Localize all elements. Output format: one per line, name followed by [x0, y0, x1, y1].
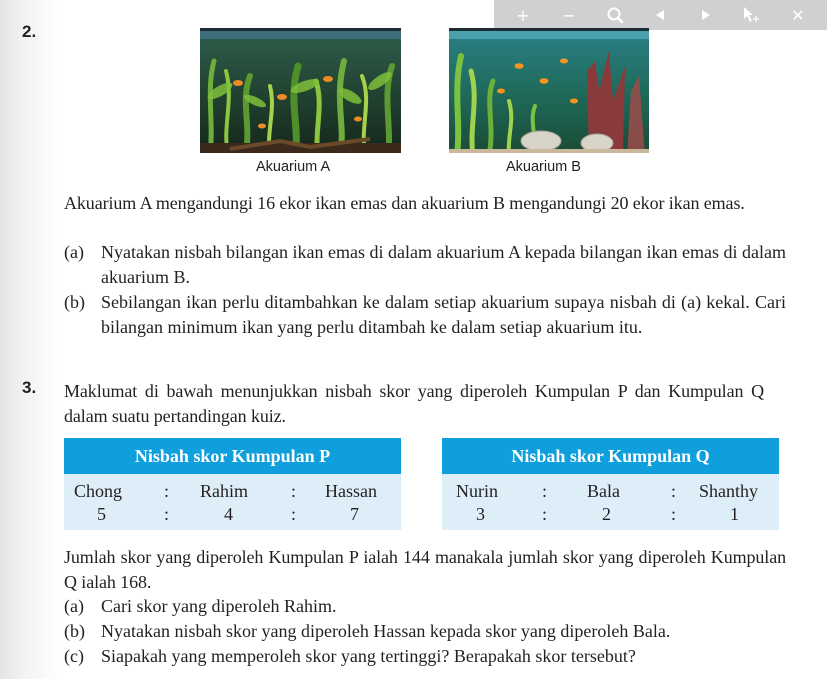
value-cell: 4 — [224, 504, 233, 524]
ratio-names-row — [64, 479, 401, 504]
ratio-names-row — [442, 479, 779, 504]
part-text: Sebilangan ikan perlu ditambahkan ke dalam setiap akuarium supaya nisbah di (a) kekal. Cari bilangan minimum ikan yang perlu ditambah ke dalam setiap akuarium itu. — [101, 292, 786, 337]
name-cell: Hassan — [325, 481, 377, 501]
zoom-out-button[interactable] — [556, 2, 582, 28]
ratio-separator: : — [671, 504, 677, 524]
part-label: (a) — [64, 596, 84, 616]
aquarium-a-image — [200, 28, 401, 153]
close-button[interactable] — [785, 2, 811, 28]
ratio-separator: : — [542, 504, 548, 524]
part-text: Cari skor yang diperoleh Rahim. — [101, 596, 337, 616]
question-3-part-c — [64, 644, 786, 669]
caption-aquarium-b: Akuarium B — [506, 159, 581, 175]
ratio-table-title: Nisbah skor Kumpulan P — [64, 438, 401, 474]
ratio-table-title: Nisbah skor Kumpulan Q — [442, 438, 779, 474]
ratio-separator: : — [164, 481, 170, 501]
part-label: (c) — [64, 646, 84, 666]
part-label: (b) — [64, 621, 85, 641]
ratio-values-row — [64, 502, 401, 527]
zoom-in-button[interactable] — [510, 2, 536, 28]
plus-icon: + — [516, 5, 530, 25]
value-cell: 3 — [476, 504, 485, 524]
caption-aquarium-a: Akuarium A — [256, 159, 331, 175]
name-cell: Bala — [587, 481, 620, 501]
part-label: (b) — [64, 292, 85, 312]
search-button[interactable] — [602, 2, 628, 28]
value-cell: 5 — [97, 504, 106, 524]
question-2-intro: Akuarium A mengandungi 16 ekor ikan emas dan akuarium B mengandungi 20 ekor ikan emas. — [64, 193, 745, 213]
question-3-number: 3. — [22, 378, 37, 397]
select-button[interactable] — [739, 2, 765, 28]
close-icon: ✕ — [791, 5, 805, 25]
name-cell: Nurin — [456, 481, 498, 501]
question-2-part-a — [64, 240, 786, 290]
arrow-left-icon — [654, 9, 666, 21]
question-3-part-a — [64, 594, 786, 619]
question-3-statement: Jumlah skor yang diperoleh Kumpulan P ialah 144 manakala jumlah skor yang diperoleh Kumpulan Q ialah 168. — [64, 547, 786, 592]
name-cell: Rahim — [200, 481, 248, 501]
part-text: Nyatakan nisbah bilangan ikan emas di dalam akuarium A kepada bilangan ikan emas di dalam akuarium B. — [101, 242, 786, 287]
ratio-table-p — [64, 438, 401, 530]
next-button[interactable] — [693, 2, 719, 28]
ratio-separator: : — [671, 481, 677, 501]
value-cell: 1 — [730, 504, 739, 524]
part-text: Nyatakan nisbah skor yang diperoleh Hassan kepada skor yang diperoleh Bala. — [101, 621, 671, 641]
magnifier-icon — [606, 6, 624, 24]
ratio-table-q — [442, 438, 779, 530]
ratio-separator: : — [291, 481, 297, 501]
minus-icon: − — [562, 5, 576, 25]
value-cell: 7 — [350, 504, 359, 524]
arrow-right-icon — [700, 9, 712, 21]
previous-button[interactable] — [647, 2, 673, 28]
value-cell: 2 — [602, 504, 611, 524]
aquarium-b-image — [449, 28, 649, 153]
question-3-part-b — [64, 619, 786, 644]
name-cell: Shanthy — [699, 481, 759, 501]
ratio-separator: : — [291, 504, 297, 524]
question-2-number: 2. — [22, 22, 37, 41]
ratio-values-row — [442, 502, 779, 527]
cursor-icon — [742, 6, 762, 24]
question-2-part-b — [64, 290, 786, 365]
part-label: (a) — [64, 242, 84, 262]
viewer-toolbar — [494, 0, 827, 30]
name-cell: Chong — [74, 481, 123, 501]
ratio-separator: : — [542, 481, 548, 501]
part-text: Siapakah yang memperoleh skor yang tertinggi? Berapakah skor tersebut? — [101, 646, 636, 666]
ratio-separator: : — [164, 504, 170, 524]
question-3-intro: Maklumat di bawah menunjukkan nisbah skor yang diperoleh Kumpulan P dan Kumpulan Q dalam suatu pertandingan kuiz. — [64, 381, 764, 426]
